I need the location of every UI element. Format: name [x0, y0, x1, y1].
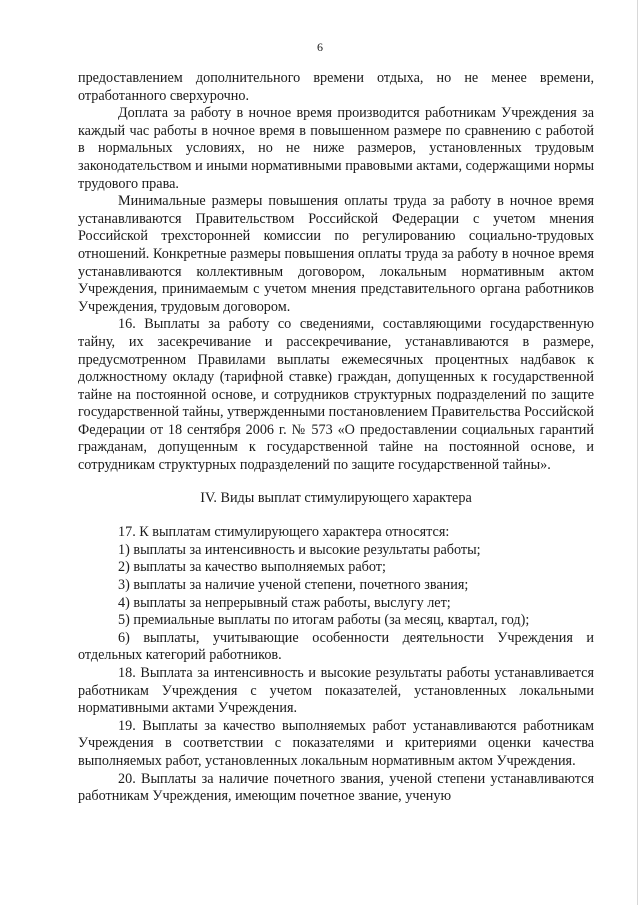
paragraph: 6) выплаты, учитывающие особенности деятельности Учреждения и отдельных категорий работников. — [78, 629, 594, 664]
page-number: 6 — [317, 40, 323, 54]
paragraph: 16. Выплаты за работу со сведениями, составляющими государственную тайну, их засекречивание и рассекречивание, устанавливаются в размере, предусмотренном Правилами выплаты ежемесячных процентных надбавок к должностному окладу (тарифной ставке) граждан, допущенных к государственной тайне на постоянной основе, и сотрудников структурных подразделений по защите государственной тайны, утвержденными постановлением Правительства Российской Федерации от 18 сентября 2006 г. № 573 «О предоставлении социальных гарантий гражданам, допущенным к государственной тайне на постоянной основе, и сотрудникам структурных подразделений по защите государственной тайны». — [78, 316, 594, 474]
paragraph: 3) выплаты за наличие ученой степени, почетного звания; — [118, 577, 469, 594]
paragraphs-top — [78, 70, 594, 475]
section-heading: IV. Виды выплат стимулирующего характера — [200, 489, 472, 506]
paragraph: предоставлением дополнительного времени отдыха, но не менее времени, отработанного сверхурочно. — [78, 70, 594, 104]
scan-edge-line — [637, 0, 638, 905]
paragraph: 2) выплаты за качество выполняемых работ; — [118, 559, 386, 576]
paragraph: Минимальные размеры повышения оплаты труда за работу в ночное время устанавливаются Правительством Российской Федерации с учетом мнения Российской трехсторонней комиссии по регулированию социально-трудовых отношений. Конкретные размеры повышения оплаты труда за работу в ночное время устанавливаются коллективным договором, локальным нормативным актом Учреждения, принимаемым с учетом мнения представительного органа работников Учреждения, трудовым договором. — [78, 193, 594, 315]
paragraph: 5) премиальные выплаты по итогам работы (за месяц, квартал, год); — [118, 612, 530, 629]
paragraph: 18. Выплата за интенсивность и высокие результаты работы устанавливается работникам Учреждения с учетом показателей, установленных локальными нормативными актами Учреждения. — [78, 665, 594, 717]
paragraph: 17. К выплатам стимулирующего характера относятся: — [118, 524, 450, 541]
paragraph: 19. Выплаты за качество выполняемых работ устанавливаются работникам Учреждения в соответствии с показателями и критериями оценки качества выполняемых работ, установленных локальным нормативным актом Учреждения. — [78, 717, 594, 769]
document-body — [78, 70, 594, 806]
paragraph: Доплата за работу в ночное время производится работникам Учреждения за каждый час работы в ночное время в повышенном размере по сравнению с работой в нормальных условиях, но не ниже размеров, установленных трудовым законодательством и иными нормативными правовыми актами, содержащими нормы трудового права. — [78, 105, 594, 192]
paragraph: 20. Выплаты за наличие почетного звания, ученой степени устанавливаются работникам Учреждения, имеющим почетное звание, ученую — [78, 770, 594, 805]
paragraph: 1) выплаты за интенсивность и высокие результаты работы; — [118, 541, 481, 558]
paragraph: 4) выплаты за непрерывный стаж работы, выслугу лет; — [118, 594, 451, 611]
paragraphs-bottom — [78, 524, 594, 806]
